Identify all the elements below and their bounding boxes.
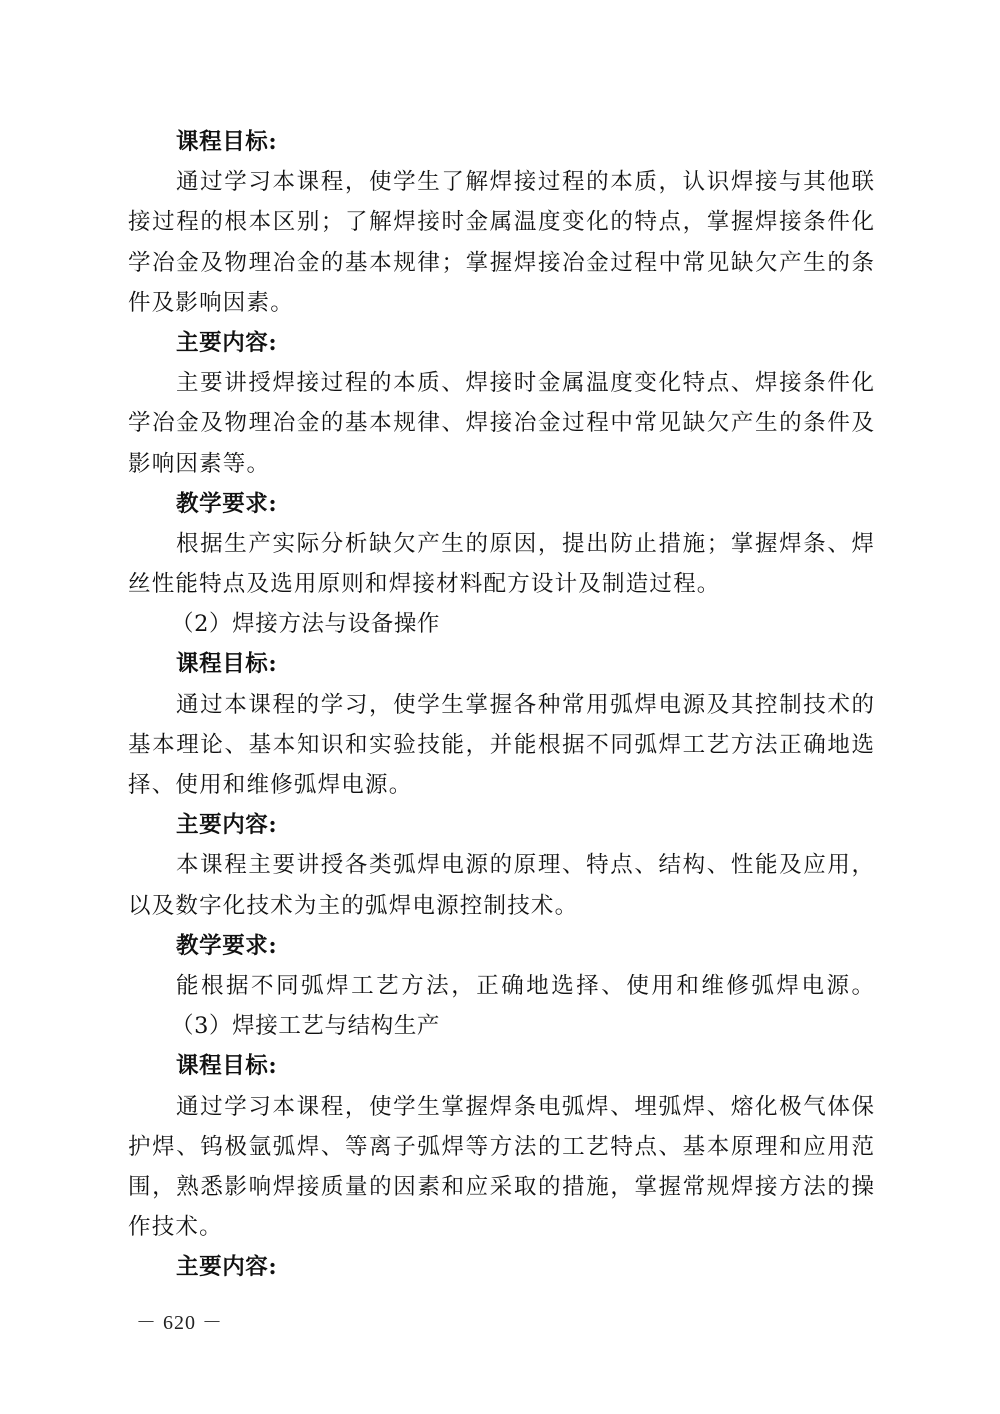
section-heading: 课程目标: bbox=[176, 651, 278, 678]
section-heading: 课程目标: bbox=[176, 129, 278, 155]
paragraph-line: 通过本课程的学习，使学生掌握各种常用弧焊电源及其控制技术的 bbox=[176, 691, 876, 718]
paragraph-line: 丝性能特点及选用原则和焊接材料配方设计及制造过程。 bbox=[128, 571, 721, 598]
paragraph bbox=[128, 524, 874, 604]
paragraph-line: 学冶金及物理冶金的基本规律；掌握焊接冶金过程中常见缺欠产生的条 bbox=[128, 249, 876, 276]
section-heading: 教学要求: bbox=[176, 490, 278, 517]
paragraph-line: 护焊、钨极氩弧焊、等离子弧焊等方法的工艺特点、基本原理和应用范 bbox=[128, 1133, 876, 1160]
paragraph-line: 主要讲授焊接过程的本质、焊接时金属温度变化特点、焊接条件化 bbox=[176, 370, 876, 397]
section-heading: 主要内容: bbox=[176, 329, 278, 356]
paragraph bbox=[128, 685, 874, 806]
paragraph-line: 作技术。 bbox=[128, 1214, 223, 1241]
paragraph bbox=[128, 966, 877, 1006]
paragraph bbox=[128, 162, 874, 323]
paragraph-line: 件及影响因素。 bbox=[128, 289, 294, 316]
paragraph-line: 根据生产实际分析缺欠产生的原因，提出防止措施；掌握焊条、焊 bbox=[176, 530, 876, 557]
section-heading: 教学要求: bbox=[176, 932, 278, 959]
paragraph-line: 学冶金及物理冶金的基本规律、焊接冶金过程中常见缺欠产生的条件及 bbox=[128, 410, 876, 437]
section-heading: 主要内容: bbox=[176, 1254, 278, 1281]
paragraph-line: 以及数字化技术为主的弧焊电源控制技术。 bbox=[128, 892, 579, 919]
paragraph-line: 本课程主要讲授各类弧焊电源的原理、特点、结构、性能及应用， bbox=[176, 852, 876, 879]
paragraph-line: 围，熟悉影响焊接质量的因素和应采取的措施，掌握常规焊接方法的操 bbox=[128, 1173, 876, 1200]
paragraph-line: 基本理论、基本知识和实验技能，并能根据不同弧焊工艺方法正确地选 bbox=[128, 731, 876, 758]
page-number: － 620 － bbox=[136, 1312, 223, 1334]
paragraph bbox=[128, 845, 874, 925]
paragraph bbox=[128, 363, 874, 484]
document-body bbox=[128, 122, 877, 1287]
paragraph bbox=[128, 1087, 874, 1248]
paragraph-line: 影响因素等。 bbox=[128, 450, 271, 477]
subsection-title: （3）焊接工艺与结构生产 bbox=[171, 1013, 441, 1040]
subsection-title: （2）焊接方法与设备操作 bbox=[171, 611, 441, 638]
paragraph-line: 通过学习本课程，使学生掌握焊条电弧焊、埋弧焊、熔化极气体保 bbox=[176, 1093, 876, 1120]
paragraph-line: 能根据不同弧焊工艺方法，正确地选择、使用和维修弧焊电源。 bbox=[176, 972, 877, 999]
section-heading: 课程目标: bbox=[176, 1053, 278, 1080]
section-heading: 主要内容: bbox=[176, 812, 278, 839]
paragraph-line: 通过学习本课程，使学生了解焊接过程的本质，认识焊接与其他联 bbox=[176, 169, 876, 196]
paragraph-line: 接过程的根本区别；了解焊接时金属温度变化的特点，掌握焊接条件化 bbox=[128, 209, 876, 236]
paragraph-line: 择、使用和维修弧焊电源。 bbox=[128, 772, 413, 798]
